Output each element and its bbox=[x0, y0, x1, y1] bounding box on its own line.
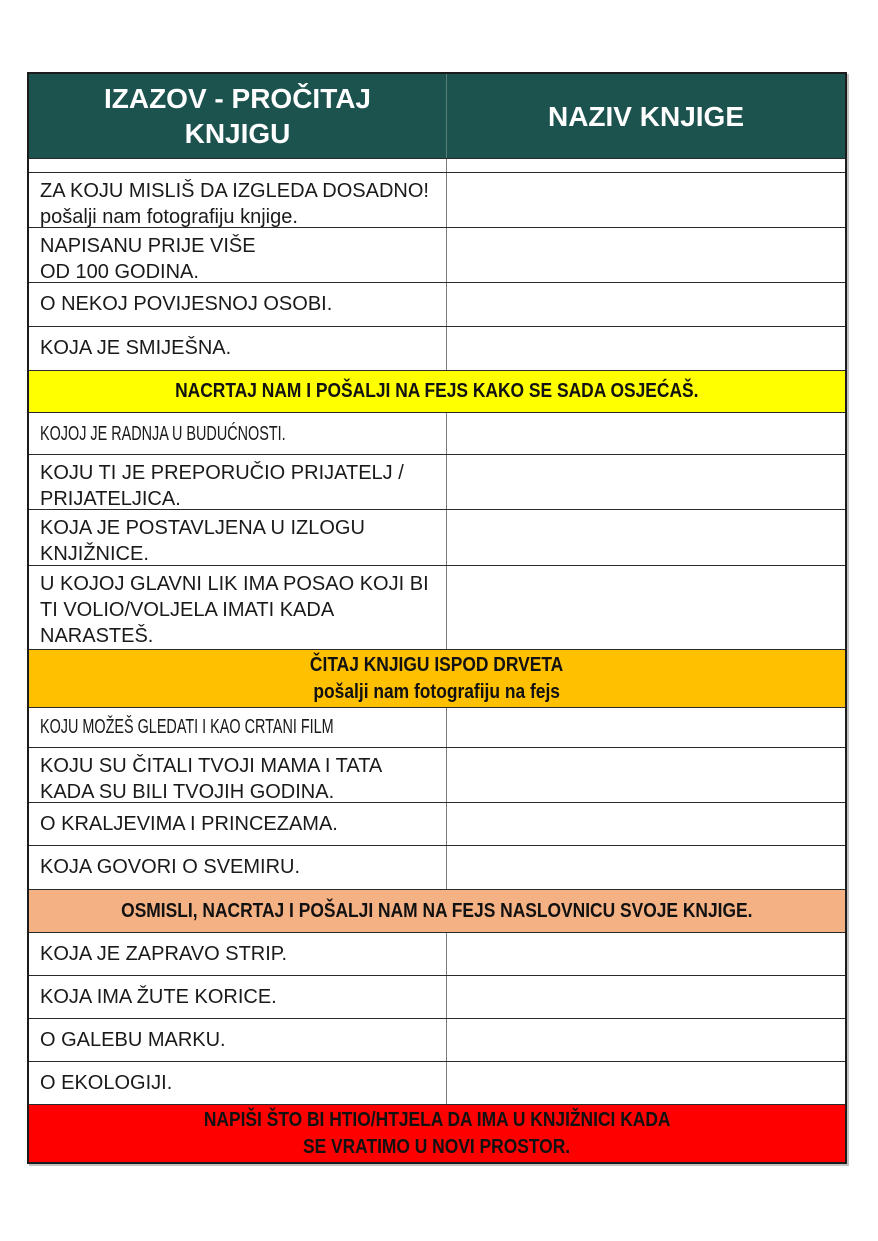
table-row bbox=[29, 975, 845, 1018]
table-row bbox=[29, 1061, 845, 1104]
table-row bbox=[29, 932, 845, 975]
table-header-row bbox=[29, 74, 845, 158]
banner-row-salmon bbox=[29, 889, 845, 932]
header-book-title-column: NAZIV KNJIGE bbox=[547, 100, 745, 132]
challenge-text: KOJA JE SMIJEŠNA. bbox=[40, 337, 232, 359]
challenge-text: O GALEBU MARKU. bbox=[40, 1029, 226, 1051]
book-title-cell[interactable] bbox=[447, 510, 845, 565]
challenge-cell bbox=[29, 283, 447, 326]
table-row bbox=[29, 227, 845, 282]
banner-text: ČITAJ KNJIGU ISPOD DRVETA bbox=[310, 653, 564, 676]
book-title-cell[interactable] bbox=[447, 413, 845, 454]
challenge-cell bbox=[29, 748, 447, 802]
challenge-cell bbox=[29, 455, 447, 509]
reading-challenge-table bbox=[27, 72, 847, 1164]
challenge-text: KOJOJ JE RADNJA U BUDUĆNOSTI. bbox=[40, 423, 286, 445]
banner-text: NAPIŠI ŠTO BI HTIO/HTJELA DA IMA U KNJIŽNICI KADA bbox=[203, 1108, 671, 1131]
challenge-text: OD 100 GODINA. bbox=[40, 261, 199, 283]
book-title-cell[interactable] bbox=[447, 976, 845, 1018]
challenge-cell bbox=[29, 228, 447, 282]
table-row bbox=[29, 747, 845, 802]
banner-text: OSMISLI, NACRTAJ I POŠALJI NAM NA FEJS NASLOVNICU SVOJE KNJIGE. bbox=[121, 899, 753, 922]
table-row bbox=[29, 1018, 845, 1061]
banner-text: SE VRATIMO U NOVI PROSTOR. bbox=[303, 1135, 571, 1158]
challenge-text: TI VOLIO/VOLJELA IMATI KADA bbox=[40, 599, 335, 621]
challenge-text: KADA SU BILI TVOJIH GODINA. bbox=[40, 781, 335, 803]
challenge-cell bbox=[29, 1062, 447, 1104]
challenge-text: U KOJOJ GLAVNI LIK IMA POSAO KOJI BI bbox=[40, 573, 429, 595]
challenge-cell bbox=[29, 510, 447, 565]
table-row bbox=[29, 707, 845, 747]
challenge-text: NAPISANU PRIJE VIŠE bbox=[40, 235, 256, 257]
challenge-text: O EKOLOGIJI. bbox=[40, 1072, 173, 1094]
table-row bbox=[29, 845, 845, 889]
challenge-text: ZA KOJU MISLIŠ DA IZGLEDA DOSADNO! bbox=[40, 180, 429, 202]
table-row bbox=[29, 509, 845, 565]
challenge-cell bbox=[29, 327, 447, 370]
table-row bbox=[29, 802, 845, 845]
challenge-cell bbox=[29, 933, 447, 975]
challenge-text: O NEKOJ POVIJESNOJ OSOBI. bbox=[40, 293, 333, 315]
challenge-text: KOJA GOVORI O SVEMIRU. bbox=[40, 856, 301, 878]
header-challenge-column: IZAZOV - PROČITAJ KNJIGU bbox=[29, 74, 447, 158]
table-row bbox=[29, 454, 845, 509]
challenge-cell bbox=[29, 976, 447, 1018]
table-row bbox=[29, 565, 845, 649]
book-title-cell[interactable] bbox=[447, 933, 845, 975]
banner-text: pošalji nam fotografiju na fejs bbox=[313, 680, 561, 703]
book-title-cell[interactable] bbox=[447, 1062, 845, 1104]
challenge-text: NARASTEŠ. bbox=[40, 625, 154, 647]
book-title-cell[interactable] bbox=[447, 327, 845, 370]
challenge-text: O KRALJEVIMA I PRINCEZAMA. bbox=[40, 813, 338, 835]
challenge-cell bbox=[29, 803, 447, 845]
challenge-cell bbox=[29, 1019, 447, 1061]
banner-row-red bbox=[29, 1104, 845, 1162]
table-row bbox=[29, 172, 845, 227]
table-row bbox=[29, 282, 845, 326]
challenge-text: KOJA JE ZAPRAVO STRIP. bbox=[40, 943, 288, 965]
book-title-cell[interactable] bbox=[447, 566, 845, 649]
challenge-cell bbox=[29, 846, 447, 889]
banner-row-yellow bbox=[29, 370, 845, 412]
challenge-text: KNJIŽNICE. bbox=[40, 543, 149, 565]
spacer-cell-right bbox=[447, 159, 845, 172]
banner-row-gold bbox=[29, 649, 845, 707]
book-title-cell[interactable] bbox=[447, 846, 845, 889]
table-row bbox=[29, 326, 845, 370]
book-title-cell[interactable] bbox=[447, 1019, 845, 1061]
challenge-cell bbox=[29, 708, 447, 747]
challenge-text: KOJU TI JE PREPORUČIO PRIJATELJ / bbox=[40, 462, 404, 484]
challenge-text: PRIJATELJICA. bbox=[40, 488, 181, 510]
book-title-cell[interactable] bbox=[447, 173, 845, 227]
book-title-cell[interactable] bbox=[447, 455, 845, 509]
challenge-text: KOJA JE POSTAVLJENA U IZLOGU bbox=[40, 517, 365, 539]
book-title-cell[interactable] bbox=[447, 748, 845, 802]
challenge-cell bbox=[29, 413, 447, 454]
book-title-cell[interactable] bbox=[447, 803, 845, 845]
challenge-text: KOJU MOŽEŠ GLEDATI I KAO CRTANI FILM bbox=[40, 716, 334, 738]
spacer-row bbox=[29, 158, 845, 172]
challenge-text: KOJU SU ČITALI TVOJI MAMA I TATA bbox=[40, 755, 383, 777]
book-title-cell[interactable] bbox=[447, 283, 845, 326]
challenge-text: pošalji nam fotografiju knjige. bbox=[40, 206, 298, 228]
table-row bbox=[29, 412, 845, 454]
spacer-cell-left bbox=[29, 159, 447, 172]
challenge-cell bbox=[29, 173, 447, 227]
book-title-cell[interactable] bbox=[447, 228, 845, 282]
book-title-cell[interactable] bbox=[447, 708, 845, 747]
challenge-text: KOJA IMA ŽUTE KORICE. bbox=[40, 986, 277, 1008]
banner-text: NACRTAJ NAM I POŠALJI NA FEJS KAKO SE SADA OSJEĆAŠ. bbox=[175, 380, 699, 402]
challenge-cell bbox=[29, 566, 447, 649]
